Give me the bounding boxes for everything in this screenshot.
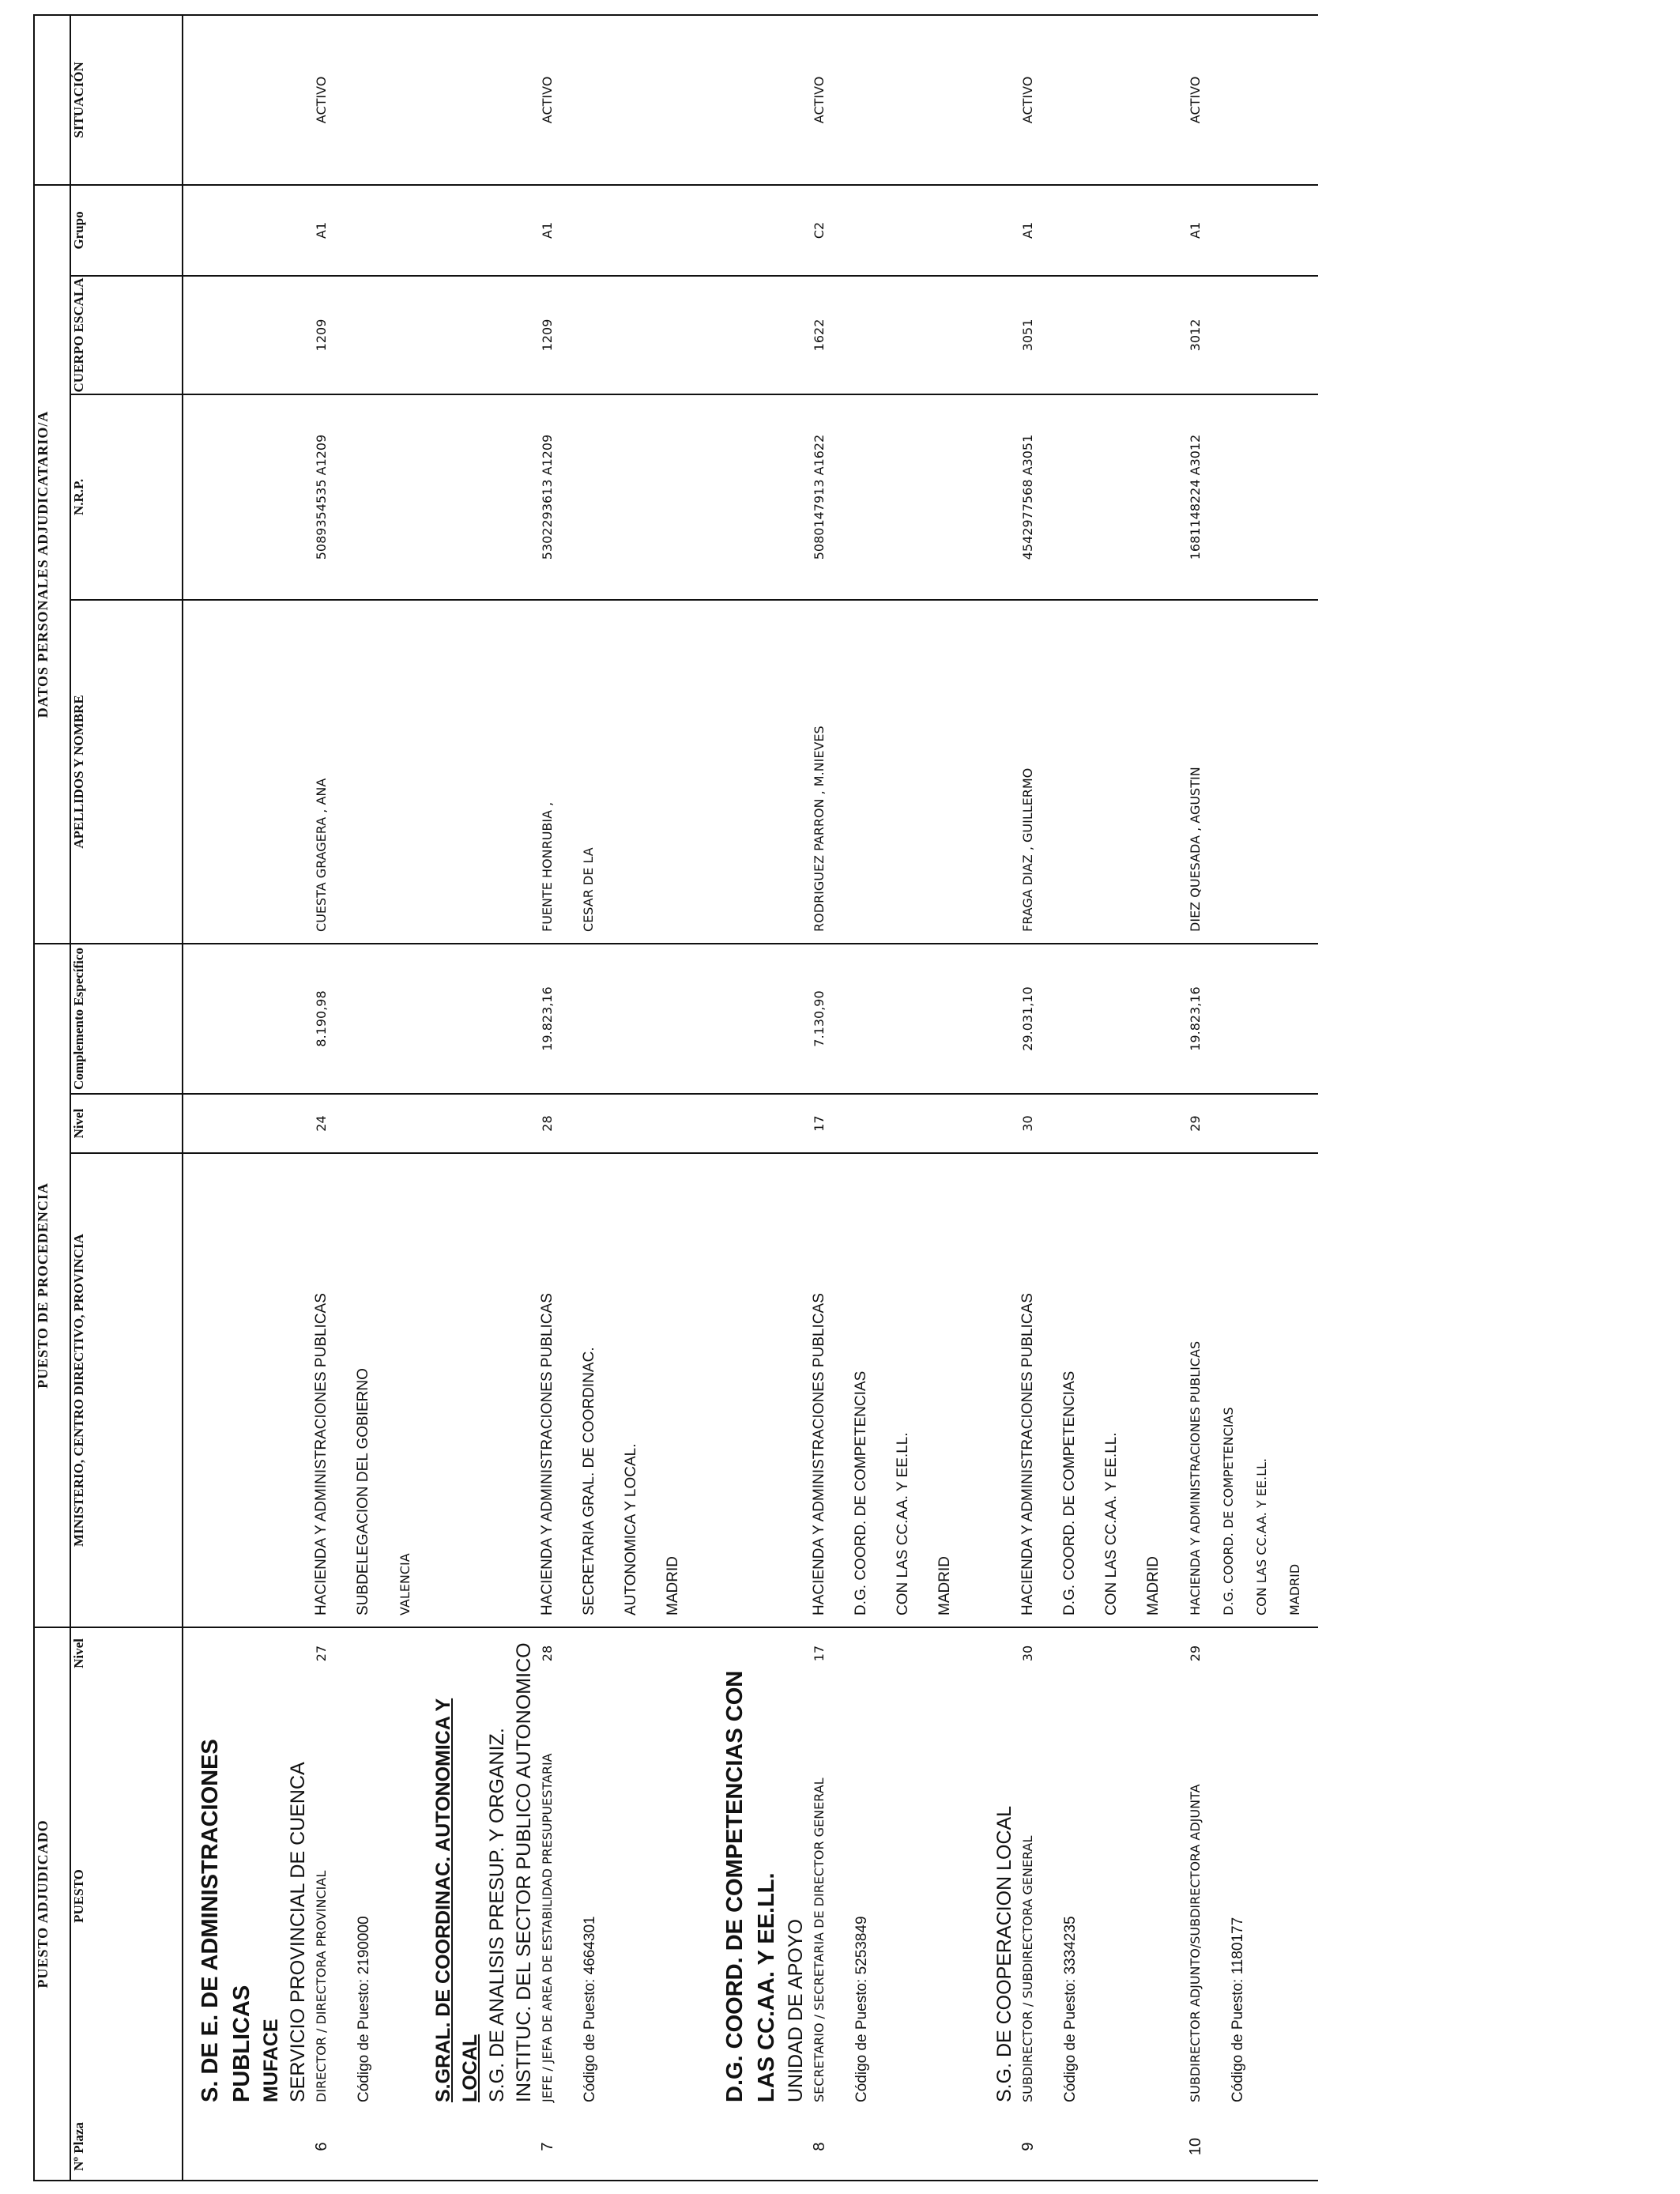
group-datos-personales: DATOS PERSONALES ADJUDICATARIO/A xyxy=(34,185,70,944)
nivel-value: 17 xyxy=(812,1645,827,1662)
puesto-code: Código de Puesto: 3334235 xyxy=(1062,1916,1079,2102)
org-heading-cell xyxy=(705,1627,809,2113)
situacion-value: ACTIVO xyxy=(314,76,329,124)
grupo-value: A1 xyxy=(314,221,329,239)
grupo-cell xyxy=(537,185,705,276)
ministerio-line: VALENCIA xyxy=(397,1553,412,1615)
complemento-cell xyxy=(809,944,977,1094)
empty-nrp-cell xyxy=(416,394,537,600)
apellidos-cell xyxy=(1018,600,1185,944)
ministerio-line: D.G. COORD. DE COMPETENCIAS xyxy=(853,1370,869,1615)
org-unit-heading: MUFACE xyxy=(260,2019,282,2102)
ministerio-line: HACIENDA Y ADMINISTRACIONES PUBLICAS xyxy=(1019,1293,1036,1615)
ministerio-cell xyxy=(1018,1153,1185,1627)
header-column-row xyxy=(70,15,183,2181)
org-unit-heading: D.G. COORD. DE COMPETENCIAS CON LAS CC.AA. Y EE.LL. xyxy=(722,1670,779,2102)
empty-complemento-cell xyxy=(977,944,1018,1094)
ministerio-line: CON LAS CC.AA. Y EE.LL. xyxy=(1254,1457,1269,1615)
empty-cuerpo-cell xyxy=(416,276,537,394)
plaza-cell xyxy=(809,2113,977,2181)
nrp-value: 4542977568 A3051 xyxy=(1020,434,1035,560)
ministerio-line: HACIENDA Y ADMINISTRACIONES PUBLICAS xyxy=(313,1293,330,1615)
nivel-procedencia-cell xyxy=(1185,1094,1318,1153)
puesto-code: Código de Puesto: 2190000 xyxy=(356,1916,372,2102)
situacion-value: ACTIVO xyxy=(1020,76,1035,124)
org-unit-heading: S. DE E. DE ADMINISTRACIONES PUBLICAS xyxy=(198,1739,254,2102)
situacion-value: ACTIVO xyxy=(1188,76,1203,124)
empty-ministerio-cell xyxy=(705,1153,809,1627)
empty-cuerpo-cell xyxy=(977,276,1018,394)
nivel-value: 30 xyxy=(1020,1645,1035,1662)
ministerio-line: CON LAS CC.AA. Y EE.LL. xyxy=(1103,1432,1120,1615)
nivel-procedencia-value: 24 xyxy=(314,1115,329,1132)
header-group-row xyxy=(34,15,70,2181)
nrp-cell xyxy=(1018,394,1185,600)
ministerio-line: HACIENDA Y ADMINISTRACIONES PUBLICAS xyxy=(1188,1340,1203,1615)
empty-ministerio-cell xyxy=(183,1153,311,1627)
situacion-cell xyxy=(809,15,977,185)
empty-apellidos-cell xyxy=(977,600,1018,944)
ministerio-line: SECRETARIA GRAL. DE COORDINAC. xyxy=(581,1347,597,1615)
table-row xyxy=(809,15,977,2181)
nivel-procedencia-cell xyxy=(1018,1094,1185,1153)
col-nivel: Nivel xyxy=(70,1627,183,1679)
puesto-cell xyxy=(1018,1679,1185,2113)
nrp-value: 5080147913 A1622 xyxy=(812,434,827,560)
cuerpo-cell xyxy=(311,276,416,394)
org-unit-heading: S.G. DE COOPERACION LOCAL xyxy=(993,1805,1015,2102)
plaza-cell xyxy=(537,2113,705,2181)
grupo-value: C2 xyxy=(812,221,827,239)
nivel-cell xyxy=(1018,1627,1185,1679)
plaza-number: 7 xyxy=(539,2142,556,2151)
puesto-code: Código de Puesto: 4664301 xyxy=(582,1916,598,2102)
empty-complemento-cell xyxy=(416,944,537,1094)
nivel-value: 27 xyxy=(314,1645,329,1662)
puesto-cell xyxy=(1185,1679,1318,2113)
empty-nrp-cell xyxy=(977,394,1018,600)
situacion-cell xyxy=(1185,15,1318,185)
cuerpo-value: 3051 xyxy=(1020,319,1035,352)
empty-nivel-proc-cell xyxy=(705,1094,809,1153)
situacion-value: ACTIVO xyxy=(812,76,827,124)
org-unit-heading: UNIDAD DE APOYO xyxy=(785,1919,807,2102)
col-apellidos: APELLIDOS Y NOMBRE xyxy=(70,600,183,944)
empty-nivel-proc-cell xyxy=(416,1094,537,1153)
cuerpo-value: 1209 xyxy=(540,319,555,352)
ministerio-line: MADRID xyxy=(1287,1563,1302,1615)
ministerio-line: D.G. COORD. DE COMPETENCIAS xyxy=(1221,1407,1236,1615)
complemento-value: 19.823,16 xyxy=(1188,986,1203,1051)
table-row xyxy=(1185,15,1318,2181)
grupo-value: A1 xyxy=(1020,221,1035,239)
grupo-cell xyxy=(311,185,416,276)
puesto-title: SUBDIRECTOR ADJUNTO/SUBDIRECTORA ADJUNTA xyxy=(1188,1784,1203,2102)
plaza-cell xyxy=(311,2113,416,2181)
cuerpo-value: 3012 xyxy=(1188,319,1203,352)
org-spacer-cell xyxy=(416,2113,537,2181)
apellidos-line: FUENTE HONRUBIA , xyxy=(540,801,555,932)
nrp-cell xyxy=(311,394,416,600)
ministerio-line: MADRID xyxy=(936,1556,953,1615)
adjudication-table xyxy=(33,14,1318,2181)
nivel-value: 28 xyxy=(540,1645,555,1662)
org-spacer-cell xyxy=(705,2113,809,2181)
org-heading-row xyxy=(416,15,537,2181)
empty-complemento-cell xyxy=(705,944,809,1094)
table-row xyxy=(311,15,416,2181)
puesto-cell xyxy=(537,1679,705,2113)
complemento-cell xyxy=(537,944,705,1094)
empty-nrp-cell xyxy=(183,394,311,600)
complemento-value: 19.823,16 xyxy=(540,986,555,1051)
situacion-cell xyxy=(311,15,416,185)
empty-situacion-cell xyxy=(183,15,311,185)
complemento-value: 8.190,98 xyxy=(314,990,329,1047)
nivel-cell xyxy=(1185,1627,1318,1679)
complemento-value: 7.130,90 xyxy=(812,990,827,1047)
col-ministerio: MINISTERIO, CENTRO DIRECTIVO, PROVINCIA xyxy=(70,1153,183,1627)
ministerio-line: D.G. COORD. DE COMPETENCIAS xyxy=(1061,1370,1078,1615)
org-heading-row xyxy=(705,15,809,2181)
ministerio-line: HACIENDA Y ADMINISTRACIONES PUBLICAS xyxy=(539,1293,556,1615)
org-unit-heading: S.GRAL. DE COORDINAC. AUTONOMICA Y LOCAL xyxy=(432,1698,481,2102)
situacion-value: ACTIVO xyxy=(540,76,555,124)
complemento-cell xyxy=(311,944,416,1094)
apellidos-cell xyxy=(1185,600,1318,944)
plaza-cell xyxy=(1018,2113,1185,2181)
nivel-procedencia-cell xyxy=(809,1094,977,1153)
empty-grupo-cell xyxy=(977,185,1018,276)
apellidos-line: FRAGA DIAZ , GUILLERMO xyxy=(1020,767,1035,932)
empty-nivel-proc-cell xyxy=(183,1094,311,1153)
nivel-cell xyxy=(537,1627,705,1679)
org-unit-heading: SERVICIO PROVINCIAL DE CUENCA xyxy=(287,1762,309,2102)
apellidos-line: CUESTA GRAGERA , ANA xyxy=(314,778,329,932)
org-heading-cell xyxy=(183,1627,311,2113)
group-puesto-adjudicado: PUESTO ADJUDICADO xyxy=(34,1627,70,2181)
ministerio-line: SUBDELEGACION DEL GOBIERNO xyxy=(355,1368,371,1615)
puesto-cell xyxy=(809,1679,977,2113)
ministerio-line: CON LAS CC.AA. Y EE.LL. xyxy=(895,1432,911,1615)
empty-cuerpo-cell xyxy=(705,276,809,394)
col-puesto: PUESTO xyxy=(70,1679,183,2113)
nivel-value: 29 xyxy=(1188,1645,1203,1662)
cuerpo-cell xyxy=(809,276,977,394)
apellidos-line: CESAR DE LA xyxy=(581,847,596,932)
apellidos-cell xyxy=(809,600,977,944)
org-heading-cell xyxy=(977,1627,1018,2113)
col-nrp: N.R.P. xyxy=(70,394,183,600)
empty-nrp-cell xyxy=(705,394,809,600)
org-heading-cell xyxy=(416,1627,537,2113)
ministerio-line: MADRID xyxy=(665,1556,681,1615)
plaza-number: 8 xyxy=(811,2142,828,2151)
empty-apellidos-cell xyxy=(183,600,311,944)
empty-situacion-cell xyxy=(416,15,537,185)
empty-complemento-cell xyxy=(183,944,311,1094)
cuerpo-cell xyxy=(1185,276,1318,394)
complemento-cell xyxy=(1185,944,1318,1094)
empty-grupo-cell xyxy=(183,185,311,276)
col-grupo: Grupo xyxy=(70,185,183,276)
plaza-number: 6 xyxy=(313,2142,330,2151)
ministerio-cell xyxy=(311,1153,416,1627)
puesto-cell xyxy=(311,1679,416,2113)
ministerio-cell xyxy=(809,1153,977,1627)
nivel-procedencia-value: 30 xyxy=(1020,1115,1035,1132)
org-unit-heading: S.G. DE ANALISIS PRESUP. Y ORGANIZ. INSTITUC. DEL SECTOR PUBLICO AUTONOMICO xyxy=(486,1642,535,2102)
cuerpo-cell xyxy=(537,276,705,394)
cuerpo-value: 1622 xyxy=(812,319,827,352)
complemento-value: 29.031,10 xyxy=(1020,986,1035,1051)
nrp-value: 5302293613 A1209 xyxy=(540,434,555,560)
empty-nivel-proc-cell xyxy=(977,1094,1018,1153)
cuerpo-value: 1209 xyxy=(314,319,329,352)
grupo-cell xyxy=(1018,185,1185,276)
puesto-code: Código de Puesto: 5253849 xyxy=(853,1916,870,2102)
nivel-procedencia-cell xyxy=(311,1094,416,1153)
puesto-title: SECRETARIO / SECRETARIA DE DIRECTOR GENERAL xyxy=(812,1777,827,2102)
col-plaza: Nº Plaza xyxy=(70,2113,183,2181)
nivel-cell xyxy=(809,1627,977,1679)
col-nivel-procedencia: Nivel xyxy=(70,1094,183,1153)
col-cuerpo: CUERPO ESCALA xyxy=(70,276,183,394)
grupo-value: A1 xyxy=(540,221,555,239)
ministerio-line: MADRID xyxy=(1145,1556,1162,1615)
nivel-cell xyxy=(311,1627,416,1679)
puesto-code: Código de Puesto: 1180177 xyxy=(1230,1917,1246,2102)
empty-situacion-cell xyxy=(705,15,809,185)
situacion-cell xyxy=(1018,15,1185,185)
rotated-table-wrapper xyxy=(33,16,1586,2181)
nivel-procedencia-value: 28 xyxy=(540,1115,555,1132)
nrp-value: 5089354535 A1209 xyxy=(314,434,329,560)
empty-situacion-cell xyxy=(977,15,1018,185)
puesto-title: JEFE / JEFA DE AREA DE ESTABILIDAD PRESUPUESTARIA xyxy=(540,1753,555,2102)
org-heading-row xyxy=(977,15,1018,2181)
puesto-title: DIRECTOR / DIRECTORA PROVINCIAL xyxy=(314,1870,329,2102)
situacion-cell xyxy=(537,15,705,185)
nrp-value: 1681148224 A3012 xyxy=(1188,434,1203,560)
ministerio-line: AUTONOMICA Y LOCAL. xyxy=(623,1443,639,1615)
empty-cuerpo-cell xyxy=(183,276,311,394)
apellidos-line: DIEZ QUESADA , AGUSTIN xyxy=(1188,767,1203,932)
table-row xyxy=(537,15,705,2181)
org-spacer-cell xyxy=(977,2113,1018,2181)
cuerpo-cell xyxy=(1018,276,1185,394)
nrp-cell xyxy=(1185,394,1318,600)
grupo-cell xyxy=(1185,185,1318,276)
grupo-value: A1 xyxy=(1188,221,1203,239)
nivel-procedencia-value: 17 xyxy=(812,1115,827,1132)
apellidos-cell xyxy=(311,600,416,944)
puesto-title: SUBDIRECTOR / SUBDIRECTORA GENERAL xyxy=(1020,1835,1035,2102)
ministerio-cell xyxy=(1185,1153,1318,1627)
apellidos-line: RODRIGUEZ PARRON , M.NIEVES xyxy=(812,726,827,932)
plaza-number: 9 xyxy=(1019,2142,1037,2151)
col-situacion: SITUACIÓN xyxy=(70,15,183,185)
org-spacer-cell xyxy=(183,2113,311,2181)
table-row xyxy=(1018,15,1185,2181)
plaza-number: 10 xyxy=(1187,2137,1204,2156)
empty-ministerio-cell xyxy=(977,1153,1018,1627)
empty-apellidos-cell xyxy=(416,600,537,944)
nivel-procedencia-cell xyxy=(537,1094,705,1153)
org-heading-row xyxy=(183,15,311,2181)
nrp-cell xyxy=(537,394,705,600)
nrp-cell xyxy=(809,394,977,600)
ministerio-cell xyxy=(537,1153,705,1627)
complemento-cell xyxy=(1018,944,1185,1094)
empty-grupo-cell xyxy=(416,185,537,276)
plaza-cell xyxy=(1185,2113,1318,2181)
empty-ministerio-cell xyxy=(416,1153,537,1627)
apellidos-cell xyxy=(537,600,705,944)
empty-apellidos-cell xyxy=(705,600,809,944)
grupo-cell xyxy=(809,185,977,276)
col-complemento: Complemento Específico xyxy=(70,944,183,1094)
empty-grupo-cell xyxy=(705,185,809,276)
nivel-procedencia-value: 29 xyxy=(1188,1115,1203,1132)
table-body xyxy=(183,15,1318,2181)
group-situacion-empty xyxy=(34,15,70,185)
group-puesto-procedencia: PUESTO DE PROCEDENCIA xyxy=(34,944,70,1627)
ministerio-line: HACIENDA Y ADMINISTRACIONES PUBLICAS xyxy=(811,1293,827,1615)
